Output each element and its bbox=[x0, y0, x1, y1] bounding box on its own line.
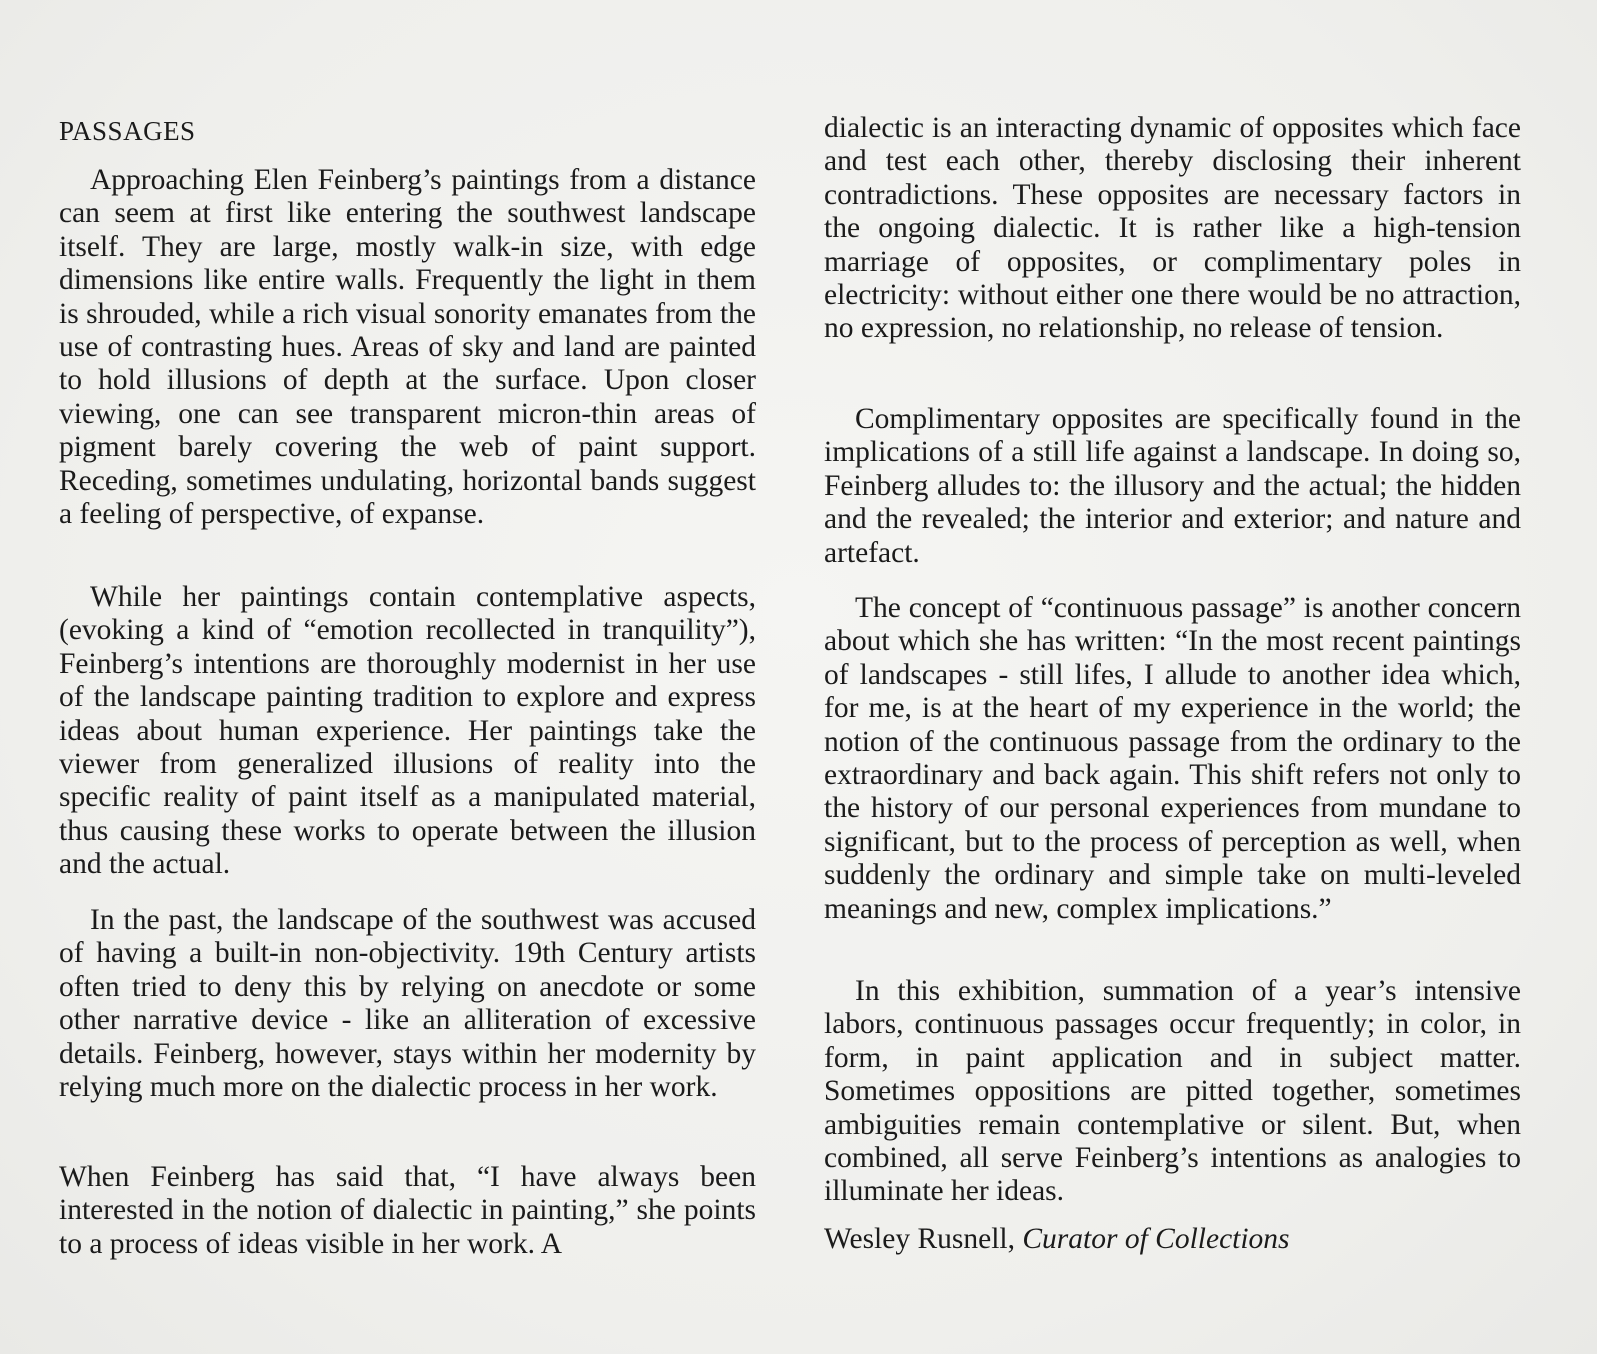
left-paragraph-2: While her paintings contain contemplative aspects, (evoking a kind of “emotion recollected in tranquility”), Feinberg’s intentions are thoroughly modernist in her use of the landscape painting tradition to explore and express ideas about human experience. Her paintings take the viewer from generalized illusions of reality into the specific reality of paint itself as a manipulated material, thus causing these works to operate between the illusion and the actual. bbox=[59, 581, 756, 881]
signature-name: Wesley Rusnell, bbox=[824, 1223, 1015, 1255]
left-paragraph-4: When Feinberg has said that, “I have always been interested in the notion of dialectic in painting,” she points to a process of ideas visible in her work. A bbox=[59, 1161, 756, 1260]
right-paragraph-1: dialectic is an interacting dynamic of opposites which face and test each other, thereby disclosing their inherent contradictions. These opposites are necessary factors in the ongoing dialectic. It is rather like a high-tension marriage of opposites, or complimentary poles in electricity: without either one there would be no attraction, no expression, no relationship, no release of tension. bbox=[824, 112, 1521, 345]
left-paragraph-3: In the past, the landscape of the southwest was accused of having a built-in non-objectivity. 19th Century artists often tried to deny this by relying on anecdote or some other narrative device - like an alliteration of excessive details. Feinberg, however, stays within her modernity by relying much more on the dialectic process in her work. bbox=[59, 904, 756, 1104]
signature bbox=[824, 1223, 1290, 1256]
left-paragraph-1: Approaching Elen Feinberg’s paintings from a distance can seem at first like entering the southwest landscape itself. They are large, mostly walk-in size, with edge dimensions like entire walls. Frequently the light in them is shrouded, while a rich visual sonority emanates from the use of contrasting hues. Areas of sky and land are painted to hold illusions of depth at the surface. Upon closer viewing, one can see transparent micron-thin areas of pigment barely covering the web of paint support. Receding, sometimes undulating, horizontal bands suggest a feeling of perspective, of expanse. bbox=[59, 164, 756, 531]
signature-title: Curator of Collections bbox=[1022, 1223, 1290, 1255]
right-paragraph-2: Complimentary opposites are specifically found in the implications of a still life against a landscape. In doing so, Feinberg alludes to: the illusory and the actual; the hidden and the revealed; the interior and exterior; and nature and artefact. bbox=[824, 403, 1521, 569]
page-title: PASSAGES bbox=[59, 116, 196, 146]
right-paragraph-3: The concept of “continuous passage” is another concern about which she has written: “In the most recent paintings of landscapes - still lifes, I allude to another idea which, for me, is at the heart of my experience in the world; the notion of the continuous passage from the ordinary to the extraordinary and back again. This shift refers not only to the history of our personal experiences from mundane to significant, but to the process of perception as well, when suddenly the ordinary and simple take on multi-leveled meanings and new, complex implications.” bbox=[824, 592, 1521, 925]
right-paragraph-4: In this exhibition, summation of a year’s intensive labors, continuous passages occur frequently; in color, in form, in paint application and in subject matter. Sometimes oppositions are pitted together, sometimes ambiguities remain contemplative or silent. But, when combined, all serve Feinberg’s intentions as analogies to illuminate her ideas. bbox=[824, 975, 1521, 1208]
